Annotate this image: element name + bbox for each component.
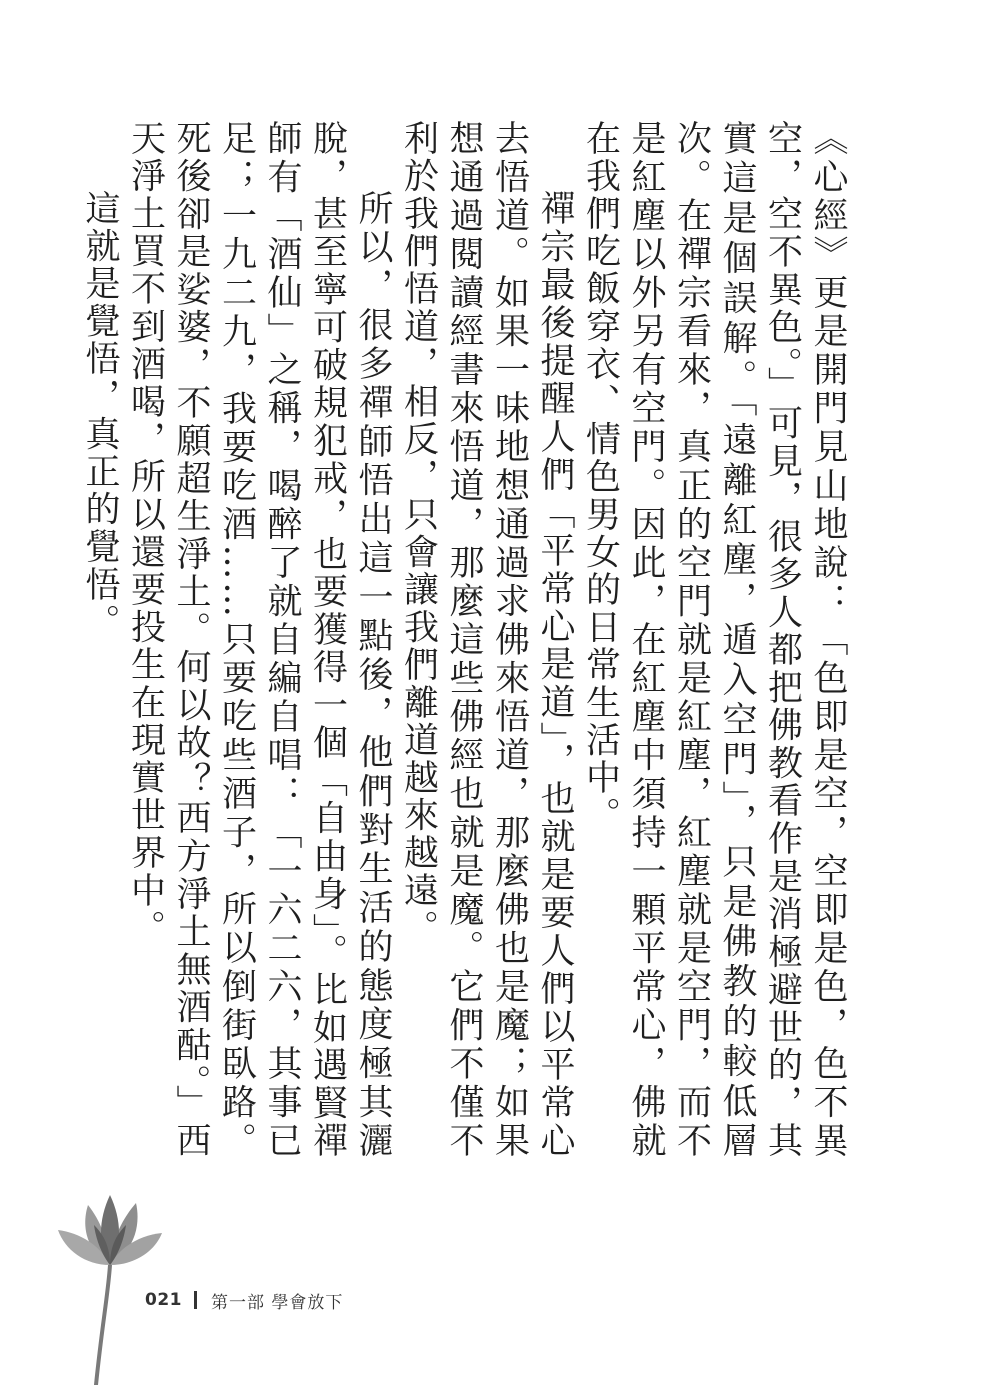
page-footer <box>145 1288 343 1312</box>
footer-divider <box>194 1291 197 1309</box>
paragraph-heart-sutra: 《心經》更是開門見山地說：「色即是空，空即是色，色不異空，空不異色。」可見，很多人都把佛教看作是消極避世的，其實這是個誤解。「遠離紅塵，遁入空門」，只是佛教的較低層次。在禪宗看來，真正的空門就是紅塵，紅塵就是空門，而不是紅塵以外另有空門。因此，在紅塵中須持一顆平常心，佛就在我們吃飯穿衣、情色男女的日常生活中。 <box>580 120 848 1160</box>
page-number: 021 <box>145 1290 182 1310</box>
chapter-title: 第一部 學會放下 <box>211 1292 344 1313</box>
paragraph-ordinary-mind: 禪宗最後提醒人們「平常心是道」，也就是要人們以平常心去悟道。如果一味地想通過求佛來悟道，那麼佛也是魔；如果想通過閱讀經書來悟道，那麼這些佛經也就是魔。它們不僅不利於我們悟道，相反，只會讓我們離道越來越遠。 <box>398 120 575 1160</box>
vertical-text-body <box>77 120 851 1160</box>
lotus-flower-icon <box>50 1185 170 1385</box>
paragraph-enlightenment: 這就是覺悟，真正的覺悟。 <box>80 190 120 642</box>
paragraph-zen-masters: 所以，很多禪師悟出這一點後，他們對生活的態度極其灑脫，甚至寧可破規犯戒，也要獲得一個「自由身」。比如遇賢禪師有「酒仙」之稱，喝醉了就自編自唱：「一六二六，其事已足；一九二九，我要吃酒……只要吃些酒子，所以倒街臥路。死後卻是娑婆，不願超生淨土。何以故？西方淨土無酒酤。」西天淨土買不到酒喝，所以還要投生在現實世界中。 <box>125 120 393 1160</box>
